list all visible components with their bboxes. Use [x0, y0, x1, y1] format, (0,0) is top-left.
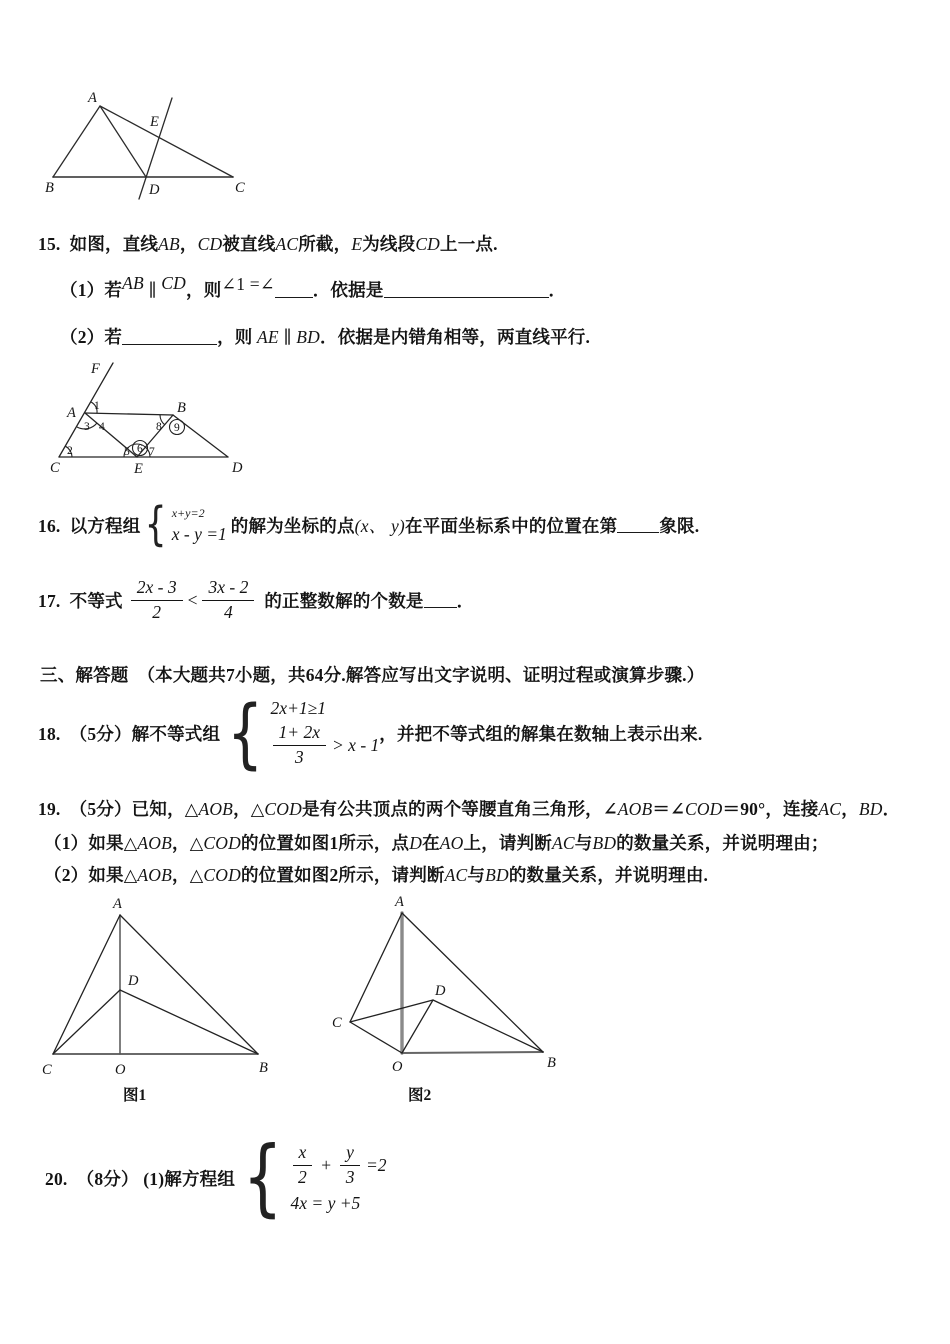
text-run: ∥ [278, 327, 297, 347]
q17-text-a [38, 588, 123, 613]
text-run: ．依据是 [312, 280, 384, 300]
text-run: 19. （5分）已知，△ [38, 799, 199, 819]
line-AD [100, 106, 146, 177]
vertex-label-F: F [91, 361, 100, 377]
text-run: CD [161, 273, 186, 293]
text-run: AC [818, 799, 842, 819]
q17-fraction-2 [202, 577, 254, 624]
q16-equation-1: x+y=2 [171, 505, 205, 520]
text-run: AC [552, 833, 575, 853]
q20 [45, 1128, 387, 1228]
text-run: （1）如果△ [44, 833, 138, 853]
fraction-denominator: 2 [152, 601, 162, 622]
q19-stem [38, 796, 900, 821]
system-brace: { [242, 1128, 283, 1227]
answer-blank [424, 592, 457, 608]
q15-item1 [60, 274, 566, 306]
angle-label-5: 5 [124, 446, 130, 458]
angle-label-2: 2 [67, 445, 73, 457]
q18-inequality-1: 2x+1≥1 [270, 697, 326, 718]
answer-blank [384, 282, 549, 298]
text-run: COD [203, 833, 241, 853]
vertex-label-A: A [395, 894, 404, 910]
text-run: 与 [574, 833, 593, 853]
section-3-header [40, 662, 704, 687]
text-run: 上，请判断 [463, 833, 552, 853]
text-run: D [409, 833, 423, 853]
answer-blank [617, 517, 659, 533]
q19-item1 [44, 830, 829, 855]
text-run: 在 [422, 833, 440, 853]
angle-label-9: 9 [174, 422, 180, 434]
q15-item1-text-c [549, 280, 567, 300]
text-run: 的位置如图1所示，点 [240, 833, 410, 853]
q15-item1-text-b [313, 280, 384, 300]
text-run: ，△ [233, 799, 265, 819]
q16-system [172, 506, 227, 545]
fraction-numerator: y [340, 1142, 360, 1166]
q16-text-c [659, 513, 699, 538]
text-run: 在平面坐标系中的位置在第 [404, 515, 618, 536]
q20-equation-2: 4x = y +5 [290, 1193, 361, 1214]
q20-text-a [45, 1166, 235, 1191]
answer-blank [275, 282, 313, 298]
angle-label-1: 1 [94, 400, 100, 412]
text-run: AB [158, 234, 180, 254]
text-run: COD [203, 865, 241, 885]
q17-text-c [457, 588, 475, 613]
q15-stem [38, 231, 498, 256]
text-run: 上一点. [440, 234, 498, 254]
vertex-label-C: C [42, 1062, 52, 1078]
text-run: COD [264, 799, 302, 819]
angle-label-6: 6 [137, 443, 143, 455]
vertex-label-B: B [45, 180, 54, 196]
q20-equation-1-tail: =2 [365, 1154, 387, 1175]
line-AC [53, 915, 120, 1054]
vertex-label-O: O [392, 1059, 403, 1075]
text-run: （1）若 [60, 280, 123, 300]
text-run: BD [592, 833, 617, 853]
line-AB [85, 413, 173, 415]
q18-inequality-2-tail: > x - 1 [332, 734, 380, 755]
vertex-label-C: C [235, 180, 245, 196]
vertex-label-C: C [332, 1015, 342, 1031]
fraction-denominator: 3 [345, 1166, 355, 1187]
text-run: （2）若 [60, 327, 123, 347]
text-run: 是有公共顶点的两个等腰直角三角形，∠ [301, 799, 618, 819]
fraction-denominator: 3 [294, 746, 304, 767]
less-than-sign: < [187, 589, 198, 610]
line-DB [120, 990, 258, 1054]
text-run: 的解为坐标的点 [230, 515, 355, 536]
fraction-numerator: 3x - 2 [202, 577, 254, 601]
text-run: 17. 不等式 [38, 590, 123, 611]
vertex-label-B: B [547, 1055, 556, 1071]
vertex-label-B: B [177, 400, 186, 416]
text-run: ．依据是内错角相等，两直线平行. [320, 327, 591, 347]
figure-triangle-abcde [33, 84, 263, 206]
text-run: 16. 以方程组 [38, 515, 141, 536]
vertex-label-D: D [435, 983, 446, 999]
text-run: E [351, 234, 363, 254]
fraction-numerator: 1+ 2x [273, 722, 326, 746]
q18-inequality-2 [271, 722, 380, 769]
vertex-label-D: D [149, 182, 160, 198]
text-run: AOB [198, 799, 234, 819]
angle-label-7: 7 [149, 446, 155, 458]
vertex-label-E: E [134, 461, 143, 477]
text-run: ． [456, 590, 475, 611]
q15-item2-text-b [217, 327, 590, 347]
system-brace: { [227, 687, 264, 777]
fraction-denominator: 2 [298, 1166, 307, 1187]
line-OB [402, 1052, 543, 1053]
angle-label-3: 3 [84, 421, 90, 433]
text-run: 所截， [298, 234, 352, 254]
q20-system [291, 1142, 387, 1215]
vertex-label-O: O [115, 1062, 126, 1078]
text-run: 象限. [659, 515, 700, 536]
q16-text-b [231, 513, 618, 538]
text-run: ，△ [172, 833, 204, 853]
text-run: 20. （8分） (1)解方程组 [45, 1168, 236, 1189]
vertex-label-B: B [259, 1060, 268, 1076]
text-run: 18. （5分）解不等式组 [38, 723, 221, 744]
vertex-label-A: A [67, 405, 76, 421]
q18-system [271, 698, 380, 769]
text-run: AB [122, 273, 144, 293]
q18-text-a [38, 721, 220, 746]
answer-blank [122, 329, 217, 345]
text-run: AE [257, 327, 279, 347]
line-CO [350, 1022, 402, 1053]
text-run: ，则 [217, 327, 258, 347]
text-run: ＝∠ [652, 799, 685, 819]
vertex-label-C: C [50, 460, 60, 476]
text-run: CD [415, 234, 441, 254]
figure-angles-1-9 [44, 359, 259, 481]
text-run: ∥ [143, 280, 162, 300]
q18-text-b [379, 721, 702, 746]
text-run: 的数量关系，并说明理由； [616, 833, 829, 853]
text-run: 的正整数解的个数是 [264, 590, 424, 611]
vertex-label-D: D [232, 460, 243, 476]
fraction-numerator: 2x - 3 [131, 577, 183, 601]
figure-2-caption: 图2 [408, 1087, 432, 1104]
system-brace: { [145, 497, 168, 552]
angle-label-8: 8 [156, 421, 162, 433]
text-run: AOB [617, 799, 653, 819]
q15-item1-text-a [60, 273, 275, 300]
figure-2 [328, 893, 573, 1118]
text-run: BD [485, 865, 509, 885]
figure-1-caption: 图1 [123, 1087, 147, 1104]
angle-label-4: 4 [99, 421, 105, 433]
vertex-label-D: D [128, 973, 139, 989]
text-run: ，△ [172, 865, 204, 885]
fraction-numerator: x [293, 1142, 313, 1166]
text-run: AOB [137, 833, 173, 853]
text-run: （本大题共7小题，共64分.解答应写出文字说明、证明过程或演算步骤.） [128, 665, 705, 685]
text-run: AC [275, 234, 299, 254]
q19-item2 [44, 862, 708, 887]
vertex-label-A: A [113, 896, 122, 912]
text-run: ∠1 =∠ [221, 274, 275, 294]
q20-fraction-2 [340, 1142, 360, 1189]
text-run: （2）如果△ [44, 865, 138, 885]
line-AB [402, 913, 543, 1052]
line-OD [402, 1000, 433, 1053]
line-AB [53, 106, 100, 177]
text-run: 三、解答题 [40, 665, 129, 685]
line-AB [120, 915, 258, 1054]
vertex-label-A: A [88, 90, 97, 106]
text-run: ． [882, 799, 901, 819]
line-CD [350, 1000, 433, 1022]
q20-fraction-1 [293, 1142, 313, 1189]
text-run: BD [858, 799, 883, 819]
text-run: CD [197, 234, 223, 254]
line-DB [433, 1000, 543, 1052]
q16 [38, 494, 699, 556]
text-run: 15. 如图，直线 [38, 234, 159, 254]
q15-item2-text-a [60, 327, 122, 347]
text-run: ＝90°，连接 [722, 799, 819, 819]
plus-sign: + [321, 1154, 332, 1175]
vertex-label-E: E [150, 114, 159, 130]
text-run: ，则 [186, 280, 222, 300]
text-run: 与 [467, 865, 486, 885]
text-run: 被直线 [222, 234, 276, 254]
text-run: AC [444, 865, 468, 885]
text-run: ，并把不等式组的解集在数轴上表示出来. [379, 723, 703, 744]
text-run: (x、 y) [354, 515, 405, 536]
q16-text-a [38, 513, 140, 538]
q18-fraction [273, 722, 326, 769]
q18 [38, 688, 702, 778]
fraction-denominator: 4 [224, 601, 233, 622]
text-run: BD [296, 327, 320, 347]
text-run: COD [684, 799, 723, 819]
q17-fraction-1 [131, 577, 183, 624]
text-run: 为线段 [362, 234, 416, 254]
q20-equation-1 [291, 1142, 387, 1189]
q17-text-b [264, 588, 423, 613]
text-run: ， [841, 799, 859, 819]
text-run: AO [439, 833, 464, 853]
line-CD [53, 990, 120, 1054]
q16-equation-2: x - y =1 [171, 523, 227, 544]
q15-item2 [60, 324, 590, 349]
line-AC [350, 913, 402, 1022]
text-run: ， [179, 234, 198, 254]
figure-1 [40, 893, 275, 1118]
text-run: AOB [137, 865, 173, 885]
q17 [38, 571, 474, 629]
text-run: 的位置如图2所示，请判断 [240, 865, 445, 885]
text-run: 的数量关系，并说明理由. [508, 865, 709, 885]
text-run: ． [548, 280, 567, 300]
